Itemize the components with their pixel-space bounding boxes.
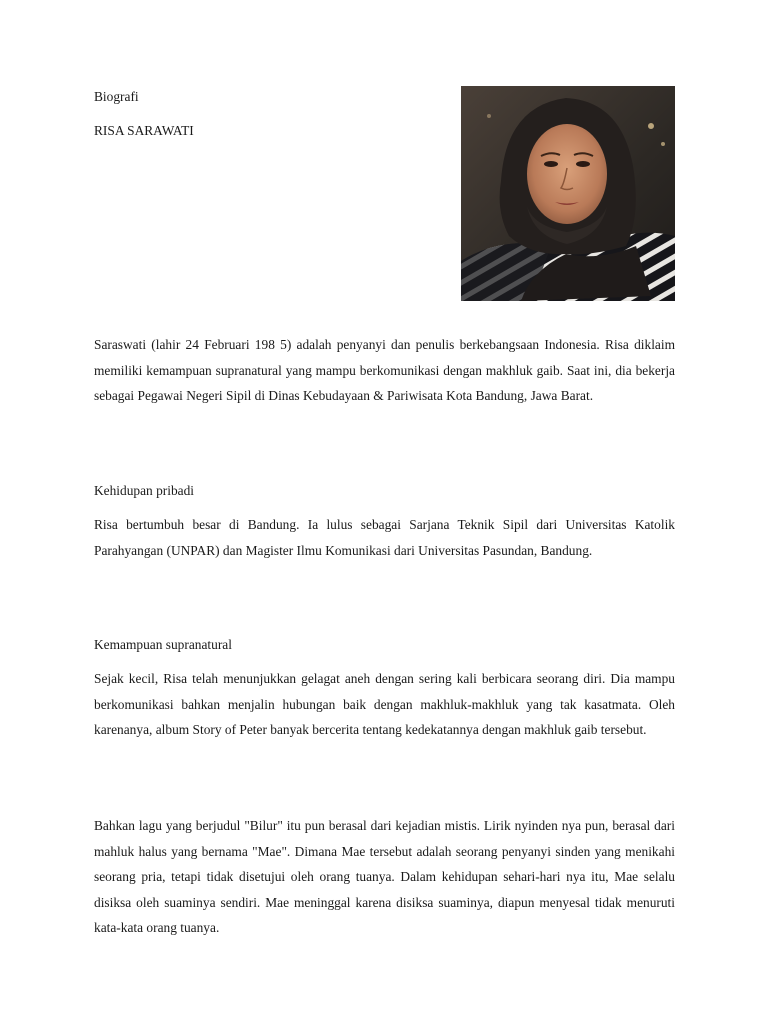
portrait-photo — [461, 86, 675, 301]
section-heading-personal-life: Kehidupan pribadi — [94, 483, 195, 498]
section-heading-supernatural: Kemampuan supranatural — [94, 637, 232, 652]
personal-life-paragraph: Risa bertumbuh besar di Bandung. Ia lulus sebagai Sarjana Teknik Sipil dari Universitas Katolik Parahyangan (UNPAR) dan Magister Ilmu Komunikasi dari Universitas Pasundan, Bandung. — [94, 517, 675, 558]
document-label: Biografi — [94, 89, 139, 104]
supernatural-paragraph-1: Sejak kecil, Risa telah menunjukkan gelagat aneh dengan sering kali berbicara seorang diri. Dia mampu berkomunikasi bahkan menjalin hubungan baik dengan makhluk-makhluk yang tak kasatmata. Oleh karenanya, album Story of Peter banyak bercerita tentang kedekatannya dengan makhluk gaib tersebut. — [94, 671, 675, 737]
subject-name: RISA SARAWATI — [94, 123, 194, 138]
supernatural-paragraph-2: Bahkan lagu yang berjudul "Bilur" itu pun berasal dari kejadian mistis. Lirik nyinden nya pun, berasal dari mahluk halus yang bernama "Mae". Dimana Mae tersebut adalah seorang penyanyi sinden yang menikahi seorang pria, tetapi tidak disetujui oleh orang tuanya. Dalam kehidupan sehari-hari nya itu, Mae selalu disiksa oleh suaminya sendiri. Mae meninggal karena disiksa suaminya, diapun menyesal tidak menuruti kata-kata orang tuanya. — [94, 818, 675, 935]
intro-paragraph: Saraswati (lahir 24 Februari 198 5) adalah penyanyi dan penulis berkebangsaan Indonesia. Risa diklaim memiliki kemampuan supranatural yang mampu berkomunikasi dengan makhluk gaib. Saat ini, dia bekerja sebagai Pegawai Negeri Sipil di Dinas Kebudayaan & Pariwisata Kota Bandung, Jawa Barat. — [94, 337, 675, 403]
